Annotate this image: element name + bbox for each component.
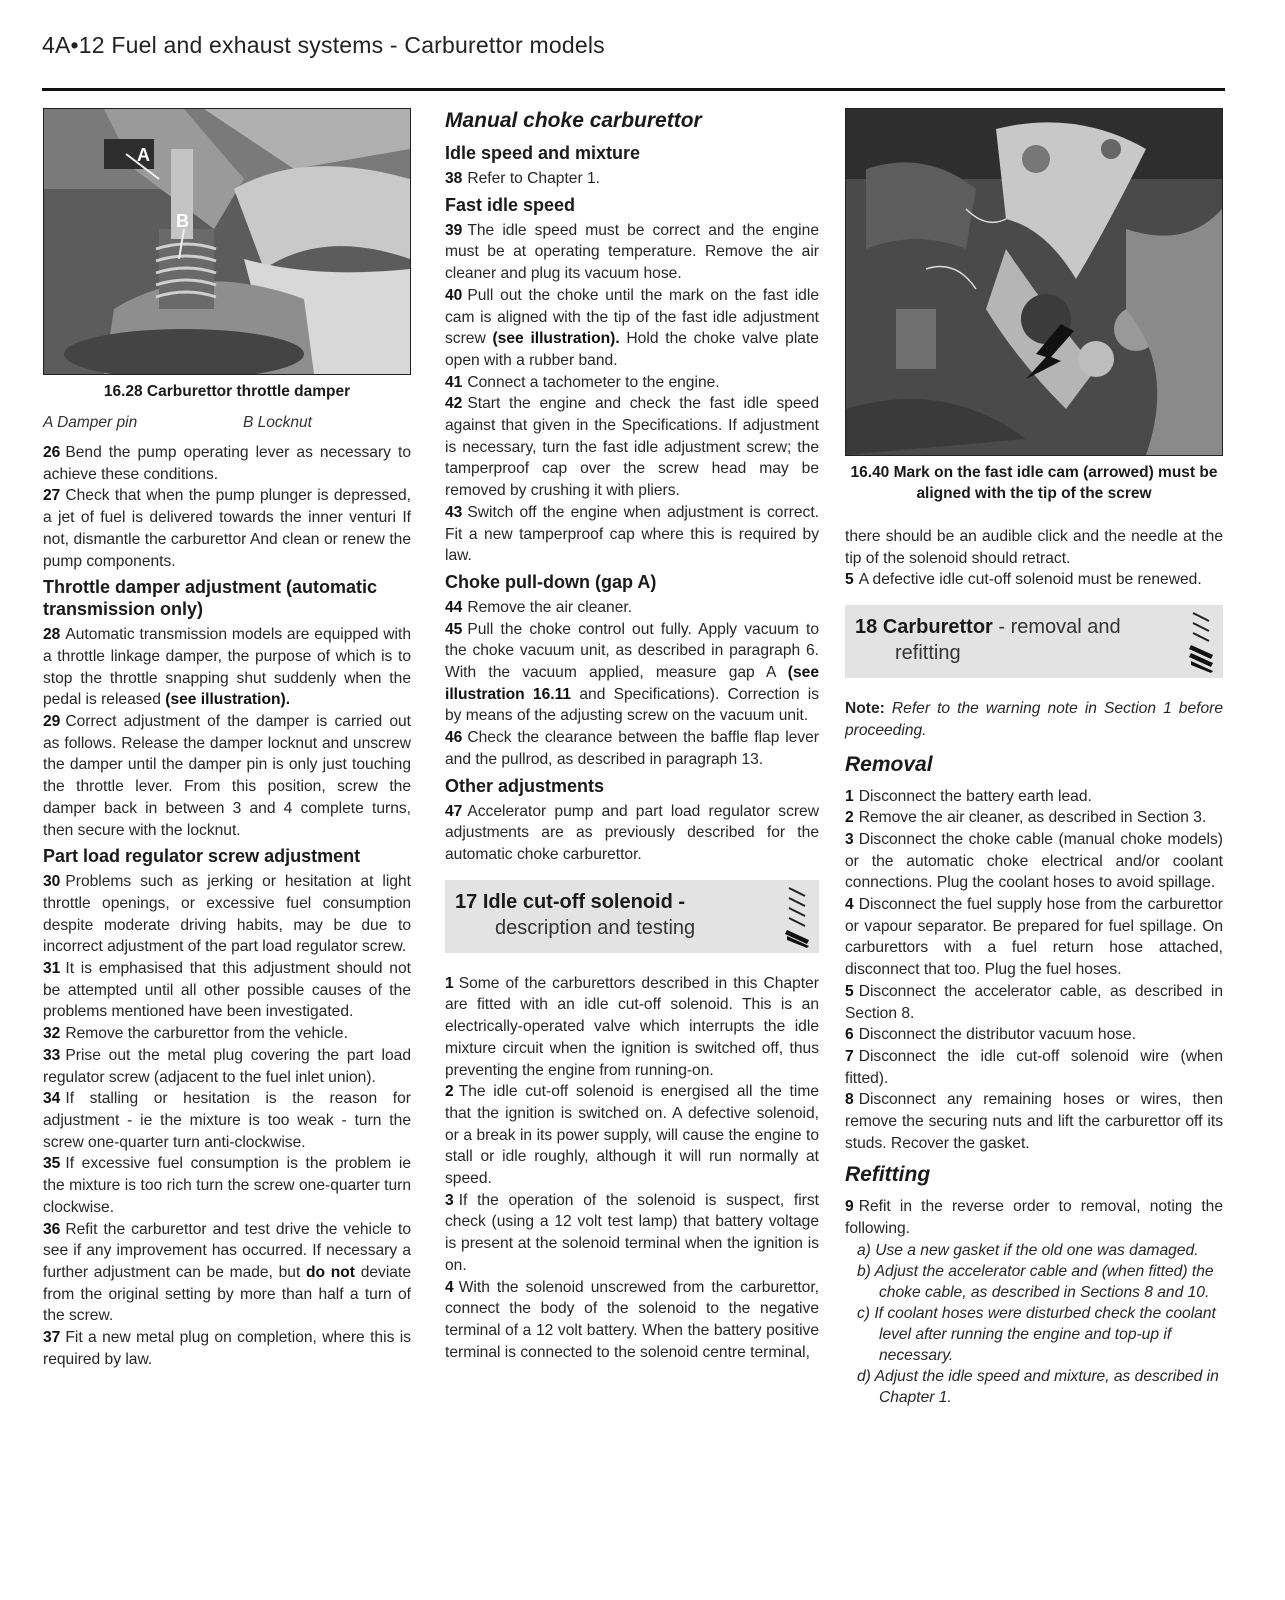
paragraph-33: 33 Prise out the metal plug covering the part load regulator screw (adjacent to the fuel inlet union). [43, 1046, 411, 1086]
paragraph-r5: 5 Disconnect the accelerator cable, as described in Section 8. [845, 982, 1223, 1022]
photo-throttle-damper [43, 108, 411, 375]
paragraph-43: 43 Switch off the engine when adjustment is correct. Fit a new tamperproof cap where this is required by law. [445, 503, 819, 565]
warning-note: Note: Refer to the warning note in Section 1 before proceeding. [845, 700, 1223, 739]
heading-part-load: Part load regulator screw adjustment [43, 846, 361, 867]
paragraph-s4: 4 With the solenoid unscrewed from the carburettor, connect the body of the solenoid to the negative terminal of a 12 volt battery. When the battery positive terminal is connected to the solenoid centre terminal, [445, 1278, 819, 1361]
paragraph-45: 45 Pull the choke control out fully. Apply vacuum to the choke vacuum unit, as described in paragraph 6. With the vacuum applied, measure gap A (see illustration 16.11 and Specifications). Correction is by means of the adjusting screw on the vacuum unit. [445, 620, 819, 725]
heading-other-adjustments: Other adjustments [445, 775, 605, 796]
section-title: Carburettor [882, 616, 993, 639]
list-item: d) Adjust the idle speed and mixture, as described in Chapter 1. [857, 1367, 1219, 1406]
paragraph-s2: 2 The idle cut-off solenoid is energised all the time that the ignition is switched on. A defective solenoid, or a break in its power supply, will cause the engine to stall or idle roughly, although it will run normally at speed. [445, 1083, 819, 1188]
paragraph-28: 28 Automatic transmission models are equipped with a throttle linkage damper, the purpose of which is to stop the throttle snapping shut suddenly when the pedal is released (see illustration). [43, 626, 411, 709]
difficulty-wrench-icon [1187, 609, 1217, 673]
paragraph-42: 42 Start the engine and check the fast idle speed against that given in the Specifications. If adjustment is necessary, turn the fast idle adjustment screw; the tamperproof cap over the screw head may be removed by crushing it with pliers. [445, 395, 819, 500]
section-18-header [845, 605, 1223, 678]
column-left [43, 108, 411, 1370]
paragraph-41: 41 Connect a tachometer to the engine. [445, 373, 720, 391]
paragraph-continued: there should be an audible click and the needle at the tip of the solenoid should retract. [845, 528, 1223, 567]
section-subtitle: description and testing [495, 916, 696, 939]
paragraph-31: 31 It is emphasised that this adjustment should not be attempted until all other possible causes of the problems mentioned have been investigated. [43, 960, 411, 1021]
page-header: 4A•12 Fuel and exhaust systems - Carburettor models [42, 32, 605, 58]
paragraph-r1: 1 Disconnect the battery earth lead. [845, 787, 1092, 805]
paragraph-r8: 8 Disconnect any remaining hoses or wires, then remove the securing nuts and lift the carburettor off its studs. Recover the gasket. [845, 1091, 1223, 1152]
list-item: a) Use a new gasket if the old one was damaged. [857, 1241, 1199, 1259]
paragraph-r3: 3 Disconnect the choke cable (manual choke models) or the automatic choke electrical and/or coolant connections. Plug the coolant hoses to avoid spillage. [845, 830, 1223, 892]
paragraph-37: 37 Fit a new metal plug on completion, where this is required by law. [43, 1329, 411, 1368]
column-middle [445, 108, 819, 1363]
section-title-rest: - removal and [998, 616, 1121, 639]
section-title: Idle cut-off solenoid - [482, 890, 686, 913]
paragraph-34: 34 If stalling or hesitation is the reason for adjustment - ie the mixture is too weak - turn the screw one-quarter turn anti-clockwise. [43, 1090, 411, 1151]
paragraph-s3: 3 If the operation of the solenoid is suspect, first check (using a 12 volt test lamp) that battery voltage is present at the solenoid terminal when the ignition is on. [445, 1191, 819, 1274]
paragraph-27: 27 Check that when the pump plunger is depressed, a jet of fuel is delivered towards the inner venturi If not, dismantle the carburettor And clean or renew the pump components. [43, 487, 411, 570]
paragraph-47: 47 Accelerator pump and part load regulator screw adjustments are as previously described for the automatic choke carburettor. [445, 802, 819, 863]
list-item: b) Adjust the accelerator cable and (when fitted) the choke cable, as described in Sections 8 and 10. [857, 1262, 1214, 1301]
section-17-header [445, 880, 819, 953]
heading-removal: Removal [845, 752, 933, 776]
paragraph-r4: 4 Disconnect the fuel supply hose from the carburettor or vapour separator. Be prepared for fuel spillage. On carburettors with a fuel return hose attached, disconnect that too. Plug the fuel hoses. [845, 896, 1223, 979]
figure-key [43, 414, 411, 432]
difficulty-wrench-icon [783, 884, 813, 948]
key-b: B Locknut [243, 414, 312, 431]
label-b: B [176, 211, 189, 231]
paragraph-29: 29 Correct adjustment of the damper is carried out as follows. Release the damper locknut and unscrew the damper until the damper pin is only just touching the throttle lever. From this position, screw the damper back in between 3 and 4 complete turns, then secure with the locknut. [43, 713, 411, 839]
paragraph-s5: 5 A defective idle cut-off solenoid must be renewed. [845, 571, 1202, 589]
paragraph-r6: 6 Disconnect the distributor vacuum hose. [845, 1026, 1137, 1044]
section-subtitle: refitting [895, 642, 961, 665]
paragraph-32: 32 Remove the carburettor from the vehicle. [43, 1025, 348, 1043]
paragraph-46: 46 Check the clearance between the baffle flap lever and the pullrod, as described in paragraph 13. [445, 729, 819, 768]
heading-fast-idle: Fast idle speed [445, 194, 576, 215]
heading-refitting: Refitting [845, 1163, 931, 1187]
paragraph-36: 36 Refit the carburettor and test drive the vehicle to see if any improvement has occurred. If necessary a further adjustment can be made, but do not deviate from the original setting by more than half a turn of the screw. [43, 1220, 411, 1325]
label-a: A [137, 145, 150, 165]
key-a: A Damper pin [43, 414, 138, 431]
section-number: 18 [855, 616, 878, 639]
photo-fast-idle-cam [845, 108, 1223, 456]
paragraph-r9: 9 Refit in the reverse order to removal, noting the following. [845, 1198, 1223, 1238]
list-item: c) If coolant hoses were disturbed check the coolant level after running the engine and top-up if necessary. [857, 1304, 1216, 1364]
section-number: 17 [455, 890, 478, 913]
paragraph-44: 44 Remove the air cleaner. [445, 598, 633, 616]
heading-manual-choke: Manual choke carburettor [445, 109, 702, 132]
paragraph-30: 30 Problems such as jerking or hesitation at light throttle openings, or excessive fuel consumption despite moderate driving habits, may be due to incorrect adjustment of the part load regulator screw. [43, 873, 411, 956]
paragraph-26: 26 Bend the pump operating lever as necessary to achieve these conditions. [43, 444, 411, 483]
paragraph-35: 35 If excessive fuel consumption is the problem ie the mixture is too rich turn the screw one-quarter turn clockwise. [43, 1155, 411, 1216]
heading-throttle-damper: Throttle damper adjustment (automatic transmission only) [43, 577, 378, 620]
figure-caption-2: 16.40 Mark on the fast idle cam (arrowed) must be aligned with the tip of the screw [850, 464, 1218, 502]
header-rule [42, 88, 1225, 91]
paragraph-40: 40 Pull out the choke until the mark on the fast idle cam is aligned with the tip of the fast idle adjustment screw (see illustration). Hold the choke valve plate open with a rubber band. [445, 286, 819, 369]
paragraph-39: 39 The idle speed must be correct and the engine must be at operating temperature. Remove the air cleaner and plug its vacuum hose. [445, 221, 819, 283]
heading-idle-speed: Idle speed and mixture [445, 143, 641, 163]
figure-caption: 16.28 Carburettor throttle damper [103, 383, 351, 400]
paragraph-r7: 7 Disconnect the idle cut-off solenoid wire (when fitted). [845, 1047, 1223, 1087]
column-right [845, 108, 1223, 1408]
paragraph-38: 38 Refer to Chapter 1. [445, 170, 600, 187]
paragraph-s1: 1 Some of the carburettors described in this Chapter are fitted with an idle cut-off solenoid. This is an electrically-operated valve which interrupts the idle mixture circuit when the ignition is switched off, thus preventing the engine from running-on. [445, 974, 819, 1079]
heading-choke-pull-down: Choke pull-down (gap A) [445, 571, 657, 592]
paragraph-r2: 2 Remove the air cleaner, as described in Section 3. [845, 809, 1207, 827]
